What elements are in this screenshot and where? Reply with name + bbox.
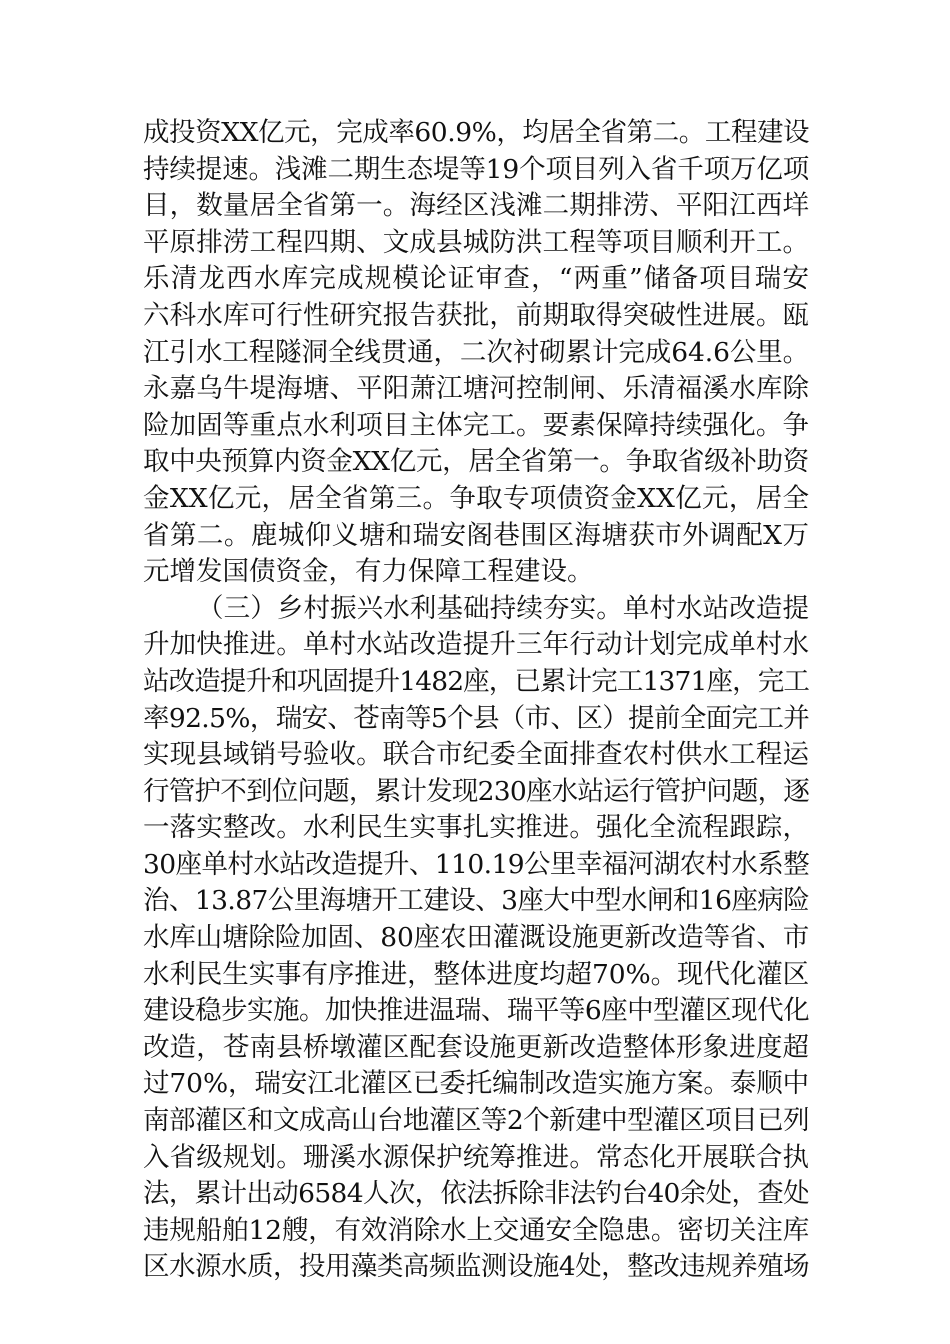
text-line: 改造，苍南县桥墩灌区配套设施更新改造整体形象进度超: [143, 1031, 809, 1063]
text-line: 持续提速。浅滩二期生态堤等19个项目列入省千项万亿项: [143, 153, 810, 185]
text-line: 江引水工程隧洞全线贯通，二次衬砌累计完成64.6公里。: [143, 336, 810, 368]
body-text: [143, 115, 809, 1286]
text-line: 法，累计出动6584人次，依法拆除非法钓台40余处，查处: [143, 1178, 809, 1210]
text-line: 治、13.87公里海塘开工建设、3座大中型水闸和16座病险: [143, 885, 810, 917]
text-line: 违规船舶12艘，有效消除水上交通安全隐患。密切关注库: [143, 1214, 810, 1246]
text-line: 南部灌区和文成高山台地灌区等2个新建中型灌区项目已列: [143, 1105, 810, 1137]
text-line: 实现县域销号验收。联合市纪委全面排查农村供水工程运: [143, 739, 809, 771]
text-line: 行管护不到位问题，累计发现230座水站运行管护问题，逐: [143, 775, 810, 807]
text-line: 入省级规划。珊溪水源保护统筹推进。常态化开展联合执: [143, 1141, 809, 1173]
text-line: 过70%，瑞安江北灌区已委托编制改造实施方案。泰顺中: [143, 1068, 810, 1100]
text-line: 平原排涝工程四期、文成县城防洪工程等项目顺利开工。: [143, 226, 809, 258]
text-line: 永嘉乌牛堤海塘、平阳萧江塘河控制闸、乐清福溪水库除: [143, 373, 809, 405]
text-line: 金XX亿元，居全省第三。争取专项债资金XX亿元，居全: [143, 482, 809, 514]
text-line: 区水源水质，投用藻类高频监测设施4处，整改违规养殖场: [143, 1251, 810, 1283]
paragraph-end-line: 元增发国债资金，有力保障工程建设。: [143, 556, 594, 588]
section-heading-line: （三）乡村振兴水利基础持续夯实。单村水站改造提: [197, 592, 809, 624]
text-line: 成投资XX亿元，完成率60.9%，均居全省第二。工程建设: [143, 117, 810, 148]
text-line: 乐清龙西水库完成规模论证审查，“两重”储备项目瑞安: [143, 263, 809, 295]
text-line: 一落实整改。水利民生实事扎实推进。强化全流程跟踪，: [143, 812, 809, 844]
text-line: 六科水库可行性研究报告获批，前期取得突破性进展。瓯: [143, 299, 809, 331]
text-line: 升加快推进。单村水站改造提升三年行动计划完成单村水: [143, 629, 809, 661]
text-line: 水库山塘除险加固、80座农田灌溉设施更新改造等省、市: [143, 922, 810, 954]
text-line: 率92.5%，瑞安、苍南等5个县（市、区）提前全面完工并: [143, 702, 810, 734]
text-line: 30座单村水站改造提升、110.19公里幸福河湖农村水系整: [143, 848, 810, 880]
text-line: 险加固等重点水利项目主体完工。要素保障持续强化。争: [143, 409, 809, 441]
text-line: 目，数量居全省第一。海经区浅滩二期排涝、平阳江西垟: [143, 190, 809, 222]
text-line: 省第二。鹿城仰义塘和瑞安阁巷围区海塘获市外调配X万: [143, 519, 809, 551]
text-line: 建设稳步实施。加快推进温瑞、瑞平等6座中型灌区现代化: [143, 995, 810, 1027]
text-line: 站改造提升和巩固提升1482座，已累计完工1371座，完工: [143, 665, 809, 697]
text-line: 取中央预算内资金XX亿元，居全省第一。争取省级补助资: [143, 446, 809, 478]
text-line: 水利民生实事有序推进，整体进度均超70%。现代化灌区: [143, 958, 810, 990]
